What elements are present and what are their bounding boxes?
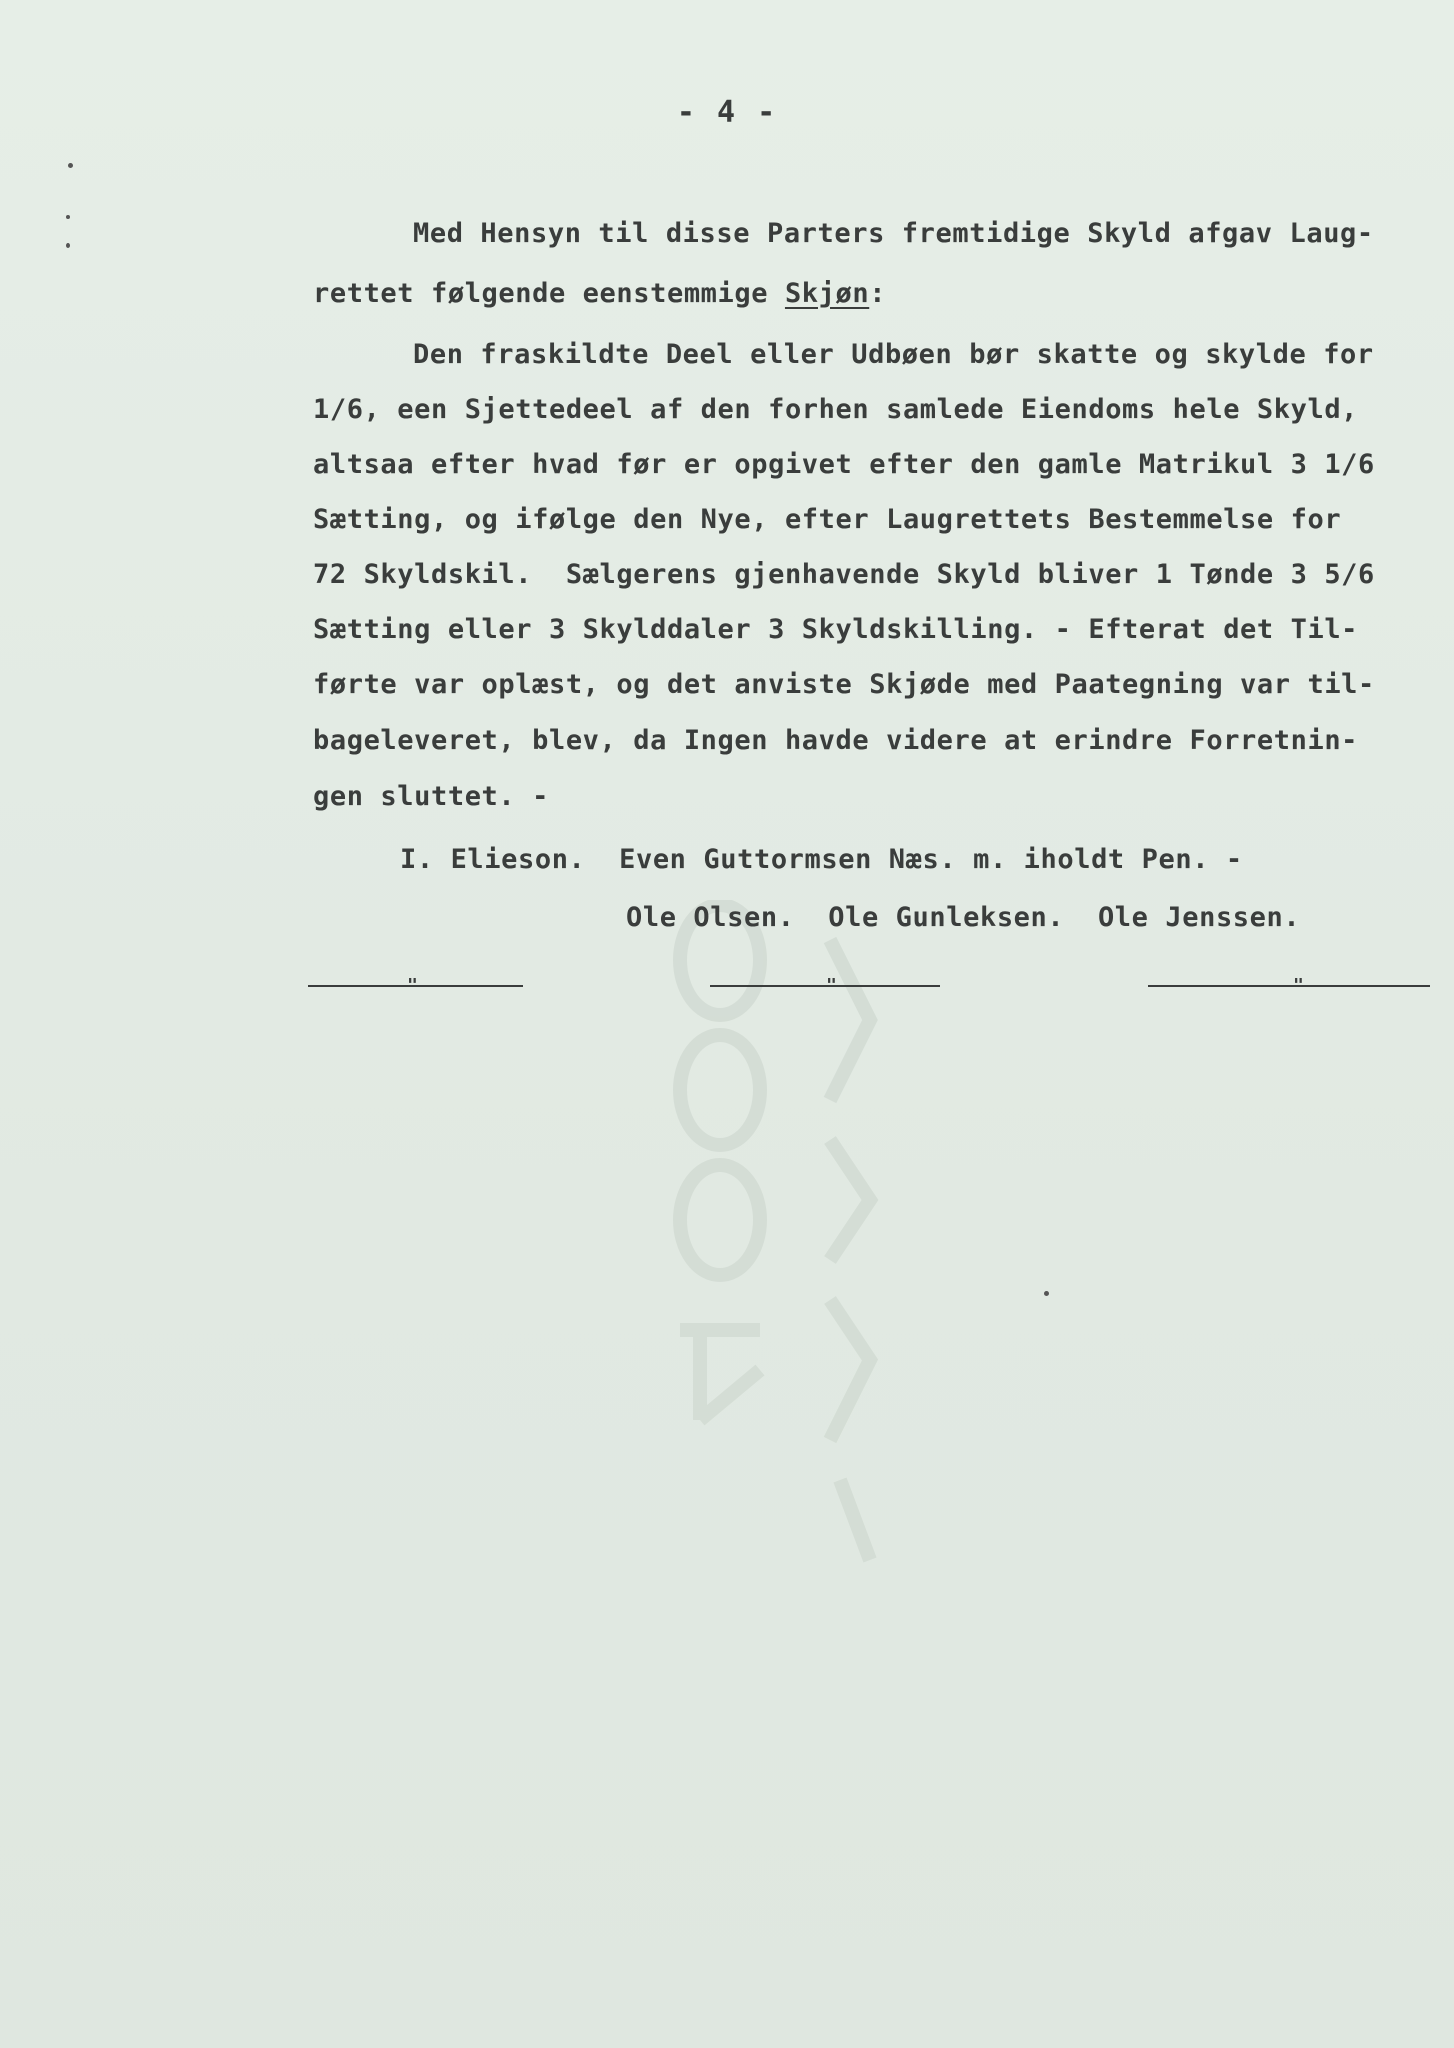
text-line-4: 1/6, een Sjettedeel af den forhen samlede Eiendoms hele Skyld, <box>313 394 1359 425</box>
signatures-line-2: Ole Olsen. Ole Gunleksen. Ole Jenssen. <box>626 902 1301 933</box>
page-speck <box>1044 1291 1049 1296</box>
text-line-11: gen sluttet. - <box>313 781 549 812</box>
text-line-7: 72 Skyldskil. Sælgerens gjenhavende Skyld bliver 1 Tønde 3 5/6 <box>313 559 1375 590</box>
ditto-mark-left: " <box>407 975 418 996</box>
text-line-3: Den fraskildte Deel eller Udbøen bør skatte og skylde for <box>413 339 1374 370</box>
margin-speck <box>66 215 70 219</box>
margin-speck <box>66 243 70 248</box>
ditto-mark-middle: " <box>826 975 837 996</box>
skjon-heading: Skjøn <box>784 278 870 309</box>
text-line-10: bageleveret, blev, da Ingen havde videre at erindre Forretnin- <box>313 725 1359 756</box>
text-line-8: Sætting eller 3 Skylddaler 3 Skyldskilling. - Efterat det Til- <box>313 614 1359 645</box>
ditto-mark-right: " <box>1293 975 1304 996</box>
separator-rule-right <box>1148 985 1430 987</box>
text-line-6: Sætting, og ifølge den Nye, efter Laugrettets Bestemmelse for <box>313 504 1342 535</box>
text-line-5: altsaa efter hvad før er opgivet efter den gamle Matrikul 3 1/6 <box>313 449 1375 480</box>
skjon-colon: : <box>869 278 887 309</box>
signatures-line-1: I. Elieson. Even Guttormsen Næs. m. iholdt Pen. - <box>400 844 1243 875</box>
text-line-9: førte var oplæst, og det anviste Skjøde med Paategning var til- <box>313 669 1375 700</box>
text-line-1: Med Hensyn til disse Parters fremtidige Skyld afgav Laug- <box>413 218 1374 249</box>
text-line-2 <box>313 279 886 309</box>
margin-speck <box>68 163 73 168</box>
page-number: - 4 - <box>676 95 778 130</box>
stamp-watermark <box>640 900 920 1600</box>
text-line-2-start: rettet følgende eenstemmige <box>313 278 785 309</box>
separator-rule-middle <box>710 985 940 987</box>
